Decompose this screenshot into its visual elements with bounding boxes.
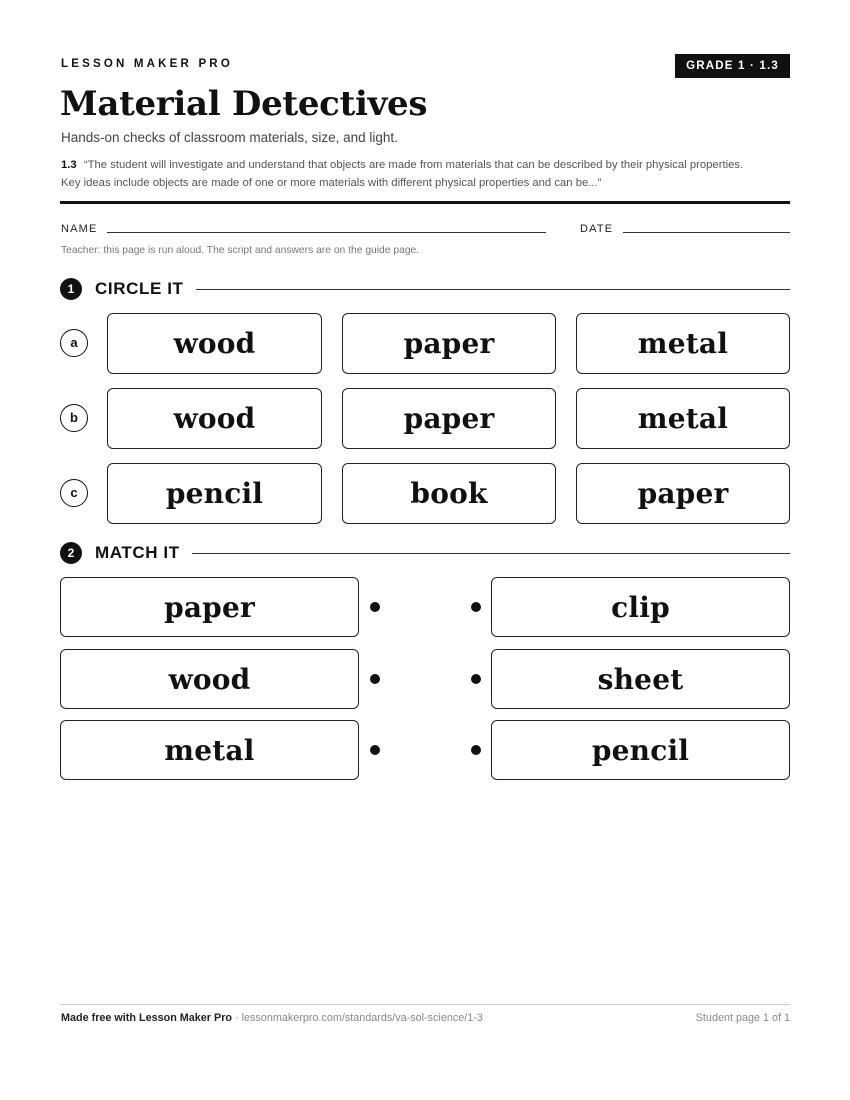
match-dot-left[interactable]: [370, 674, 380, 684]
section-circle-it-header: [60, 277, 790, 301]
match-word: sheet: [597, 662, 684, 696]
circle-option[interactable]: [576, 463, 790, 524]
option-word: paper: [403, 402, 495, 435]
option-word: paper: [403, 327, 495, 360]
date-label: DATE: [580, 223, 614, 235]
footer-page-label: Student page 1 of 1: [695, 1012, 790, 1024]
standard-description: [61, 156, 761, 192]
page-subtitle: Hands-on checks of classroom materials, size, and light.: [61, 130, 398, 145]
match-dot-left[interactable]: [370, 745, 380, 755]
option-word: paper: [637, 477, 729, 510]
section-number: 2: [60, 542, 82, 564]
match-left-item[interactable]: [60, 720, 359, 780]
circle-option[interactable]: [576, 313, 790, 374]
section-match-it-header: [60, 541, 790, 565]
option-word: wood: [173, 327, 256, 360]
footer-divider: [60, 1004, 790, 1005]
name-label: NAME: [61, 223, 98, 235]
footer-url-link[interactable]: lessonmakerpro.com/standards/va-sol-science/1-3: [241, 1012, 483, 1024]
row-letter-c: c: [60, 479, 88, 507]
match-word: wood: [168, 662, 251, 696]
circle-option[interactable]: [107, 388, 322, 449]
footer-credit: [61, 1012, 483, 1024]
match-word: clip: [611, 590, 670, 624]
circle-option[interactable]: [107, 313, 322, 374]
footer-made-with: Made free with Lesson Maker Pro: [61, 1012, 232, 1024]
match-right-item[interactable]: [491, 649, 790, 709]
row-letter-a: a: [60, 329, 88, 357]
brand-name: LESSON MAKER PRO: [61, 58, 233, 70]
match-word: metal: [164, 733, 255, 767]
match-left-item[interactable]: [60, 649, 359, 709]
section-number: 1: [60, 278, 82, 300]
circle-option[interactable]: [342, 388, 556, 449]
match-dot-right[interactable]: [471, 674, 481, 684]
match-dot-right[interactable]: [471, 745, 481, 755]
option-word: pencil: [165, 477, 264, 510]
match-left-item[interactable]: [60, 577, 359, 637]
option-word: metal: [637, 402, 729, 435]
match-word: paper: [164, 590, 255, 624]
circle-option[interactable]: [342, 463, 556, 524]
match-dot-left[interactable]: [370, 602, 380, 612]
circle-option[interactable]: [342, 313, 556, 374]
section-divider: [192, 553, 790, 554]
option-word: metal: [637, 327, 729, 360]
section-divider: [196, 289, 790, 290]
footer-separator: ·: [232, 1012, 242, 1024]
standard-code: 1.3: [61, 159, 77, 171]
name-field[interactable]: [107, 232, 546, 233]
teacher-note: Teacher: this page is run aloud. The script and answers are on the guide page.: [61, 245, 420, 256]
match-right-item[interactable]: [491, 577, 790, 637]
row-letter-b: b: [60, 404, 88, 432]
date-field[interactable]: [623, 232, 790, 233]
option-word: wood: [173, 402, 256, 435]
page-title: Material Detectives: [60, 84, 428, 124]
match-dot-right[interactable]: [471, 602, 481, 612]
standard-text: “The student will investigate and understand that objects are made from materials that can be described by their physical properties. Key ideas include objects are made of one or more materials with different physical properties and can be...”: [61, 159, 744, 189]
option-word: book: [410, 477, 488, 510]
grade-badge: GRADE 1 · 1.3: [675, 54, 790, 78]
match-right-item[interactable]: [491, 720, 790, 780]
header-divider: [60, 201, 790, 204]
circle-option[interactable]: [576, 388, 790, 449]
section-title: CIRCLE IT: [95, 279, 184, 298]
section-title: MATCH IT: [95, 543, 180, 562]
match-word: pencil: [591, 733, 690, 767]
circle-option[interactable]: [107, 463, 322, 524]
